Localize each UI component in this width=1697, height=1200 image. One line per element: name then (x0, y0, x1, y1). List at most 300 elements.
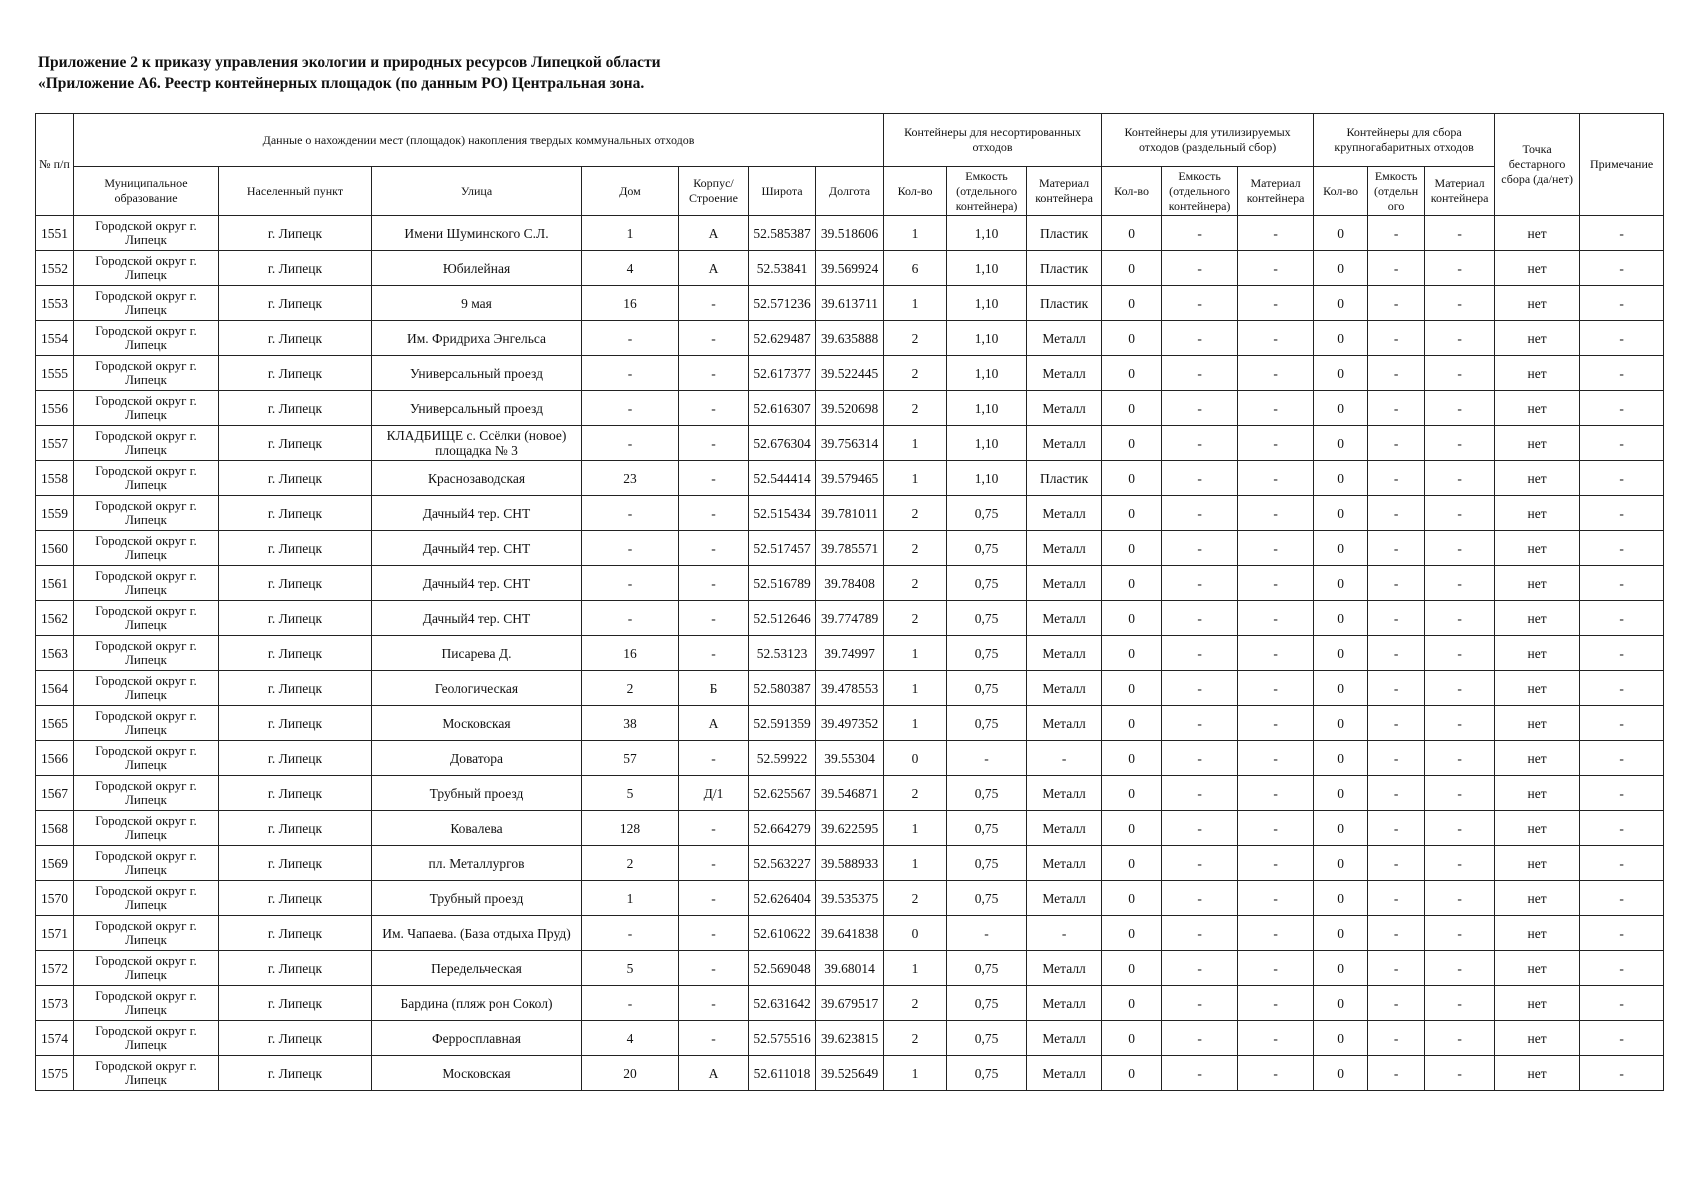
cell-recyclable-material: - (1238, 741, 1314, 776)
cell-house: 4 (582, 251, 679, 286)
cell-unsorted-count: 0 (884, 916, 947, 951)
cell-unsorted-count: 1 (884, 286, 947, 321)
cell-lon: 39.588933 (816, 846, 884, 881)
cell-unsorted-capacity: 0,75 (947, 496, 1027, 531)
cell-municipality: Городской округ г. Липецк (74, 356, 219, 391)
table-row (36, 811, 1664, 846)
cell-unsorted-count: 2 (884, 566, 947, 601)
cell-bagless: нет (1495, 811, 1580, 846)
cell-num: 1574 (36, 1021, 74, 1056)
table-row (36, 531, 1664, 566)
cell-recyclable-capacity: - (1162, 566, 1238, 601)
cell-settlement: г. Липецк (219, 776, 372, 811)
cell-lon: 39.497352 (816, 706, 884, 741)
cell-lon: 39.478553 (816, 671, 884, 706)
cell-unsorted-capacity: 0,75 (947, 531, 1027, 566)
header-settlement: Населенный пункт (219, 167, 372, 216)
cell-recyclable-capacity: - (1162, 531, 1238, 566)
cell-recyclable-material: - (1238, 811, 1314, 846)
cell-bulky-count: 0 (1314, 951, 1368, 986)
header-municipality: Муниципальное образование (74, 167, 219, 216)
cell-house: 2 (582, 671, 679, 706)
cell-note: - (1580, 916, 1664, 951)
cell-bulky-capacity: - (1368, 1021, 1425, 1056)
cell-lat: 52.676304 (749, 426, 816, 461)
cell-bulky-material: - (1425, 426, 1495, 461)
cell-recyclable-material: - (1238, 461, 1314, 496)
cell-bagless: нет (1495, 881, 1580, 916)
cell-note: - (1580, 356, 1664, 391)
cell-settlement: г. Липецк (219, 286, 372, 321)
cell-building: - (679, 461, 749, 496)
table-header (36, 114, 1664, 216)
cell-num: 1566 (36, 741, 74, 776)
cell-lon: 39.55304 (816, 741, 884, 776)
cell-lon: 39.641838 (816, 916, 884, 951)
cell-street: Дачный4 тер. СНТ (372, 566, 582, 601)
cell-house: 16 (582, 636, 679, 671)
cell-note: - (1580, 321, 1664, 356)
table-row (36, 426, 1664, 461)
cell-recyclable-count: 0 (1102, 776, 1162, 811)
cell-unsorted-material: Металл (1027, 636, 1102, 671)
cell-street: Краснозаводская (372, 461, 582, 496)
cell-unsorted-count: 2 (884, 776, 947, 811)
cell-lat: 52.59922 (749, 741, 816, 776)
cell-recyclable-capacity: - (1162, 811, 1238, 846)
cell-lat: 52.585387 (749, 216, 816, 251)
table-row (36, 286, 1664, 321)
cell-municipality: Городской округ г. Липецк (74, 986, 219, 1021)
heading-line-2: «Приложение А6. Реестр контейнерных площадок (по данным РО) Центральная зона. (38, 75, 645, 92)
cell-house: 23 (582, 461, 679, 496)
cell-street: Передельческая (372, 951, 582, 986)
cell-house: 57 (582, 741, 679, 776)
cell-bulky-capacity: - (1368, 706, 1425, 741)
cell-recyclable-capacity: - (1162, 321, 1238, 356)
cell-recyclable-capacity: - (1162, 601, 1238, 636)
header-location-group: Данные о нахождении мест (площадок) накопления твердых коммунальных отходов (74, 114, 884, 167)
cell-bulky-material: - (1425, 986, 1495, 1021)
table-row (36, 671, 1664, 706)
table-row (36, 776, 1664, 811)
header-recyclable-group: Контейнеры для утилизируемых отходов (раздельный сбор) (1102, 114, 1314, 167)
cell-unsorted-material: Металл (1027, 496, 1102, 531)
cell-bulky-capacity: - (1368, 321, 1425, 356)
table-row (36, 321, 1664, 356)
cell-building: Д/1 (679, 776, 749, 811)
cell-settlement: г. Липецк (219, 951, 372, 986)
cell-bulky-count: 0 (1314, 1021, 1368, 1056)
header-street: Улица (372, 167, 582, 216)
header-unsorted-count: Кол-во (884, 167, 947, 216)
cell-bulky-capacity: - (1368, 251, 1425, 286)
cell-num: 1565 (36, 706, 74, 741)
cell-bagless: нет (1495, 356, 1580, 391)
cell-settlement: г. Липецк (219, 496, 372, 531)
table-row (36, 601, 1664, 636)
cell-lon: 39.613711 (816, 286, 884, 321)
cell-recyclable-count: 0 (1102, 566, 1162, 601)
table-row (36, 391, 1664, 426)
table-row (36, 356, 1664, 391)
cell-lat: 52.611018 (749, 1056, 816, 1091)
cell-lat: 52.575516 (749, 1021, 816, 1056)
cell-bagless: нет (1495, 461, 1580, 496)
cell-municipality: Городской округ г. Липецк (74, 566, 219, 601)
cell-bulky-capacity: - (1368, 776, 1425, 811)
cell-unsorted-capacity: - (947, 741, 1027, 776)
cell-unsorted-count: 2 (884, 601, 947, 636)
cell-settlement: г. Липецк (219, 601, 372, 636)
cell-bulky-count: 0 (1314, 531, 1368, 566)
cell-num: 1560 (36, 531, 74, 566)
cell-unsorted-count: 1 (884, 1056, 947, 1091)
cell-note: - (1580, 811, 1664, 846)
cell-bagless: нет (1495, 636, 1580, 671)
cell-num: 1552 (36, 251, 74, 286)
cell-house: - (582, 496, 679, 531)
cell-municipality: Городской округ г. Липецк (74, 881, 219, 916)
cell-bulky-material: - (1425, 811, 1495, 846)
cell-bagless: нет (1495, 706, 1580, 741)
cell-unsorted-material: - (1027, 916, 1102, 951)
cell-bulky-count: 0 (1314, 986, 1368, 1021)
cell-street: Дачный4 тер. СНТ (372, 601, 582, 636)
cell-bagless: нет (1495, 951, 1580, 986)
cell-lon: 39.622595 (816, 811, 884, 846)
cell-note: - (1580, 566, 1664, 601)
cell-recyclable-count: 0 (1102, 706, 1162, 741)
cell-municipality: Городской округ г. Липецк (74, 531, 219, 566)
header-num: № п/п (36, 114, 74, 216)
cell-bulky-count: 0 (1314, 251, 1368, 286)
cell-num: 1557 (36, 426, 74, 461)
cell-settlement: г. Липецк (219, 356, 372, 391)
cell-num: 1554 (36, 321, 74, 356)
cell-unsorted-capacity: 1,10 (947, 356, 1027, 391)
cell-lon: 39.525649 (816, 1056, 884, 1091)
cell-recyclable-capacity: - (1162, 916, 1238, 951)
cell-num: 1571 (36, 916, 74, 951)
cell-recyclable-count: 0 (1102, 811, 1162, 846)
cell-settlement: г. Липецк (219, 916, 372, 951)
cell-lat: 52.544414 (749, 461, 816, 496)
cell-settlement: г. Липецк (219, 251, 372, 286)
cell-municipality: Городской округ г. Липецк (74, 426, 219, 461)
cell-house: - (582, 916, 679, 951)
cell-settlement: г. Липецк (219, 671, 372, 706)
cell-building: - (679, 846, 749, 881)
cell-bagless: нет (1495, 916, 1580, 951)
cell-unsorted-count: 1 (884, 951, 947, 986)
cell-note: - (1580, 426, 1664, 461)
cell-recyclable-count: 0 (1102, 846, 1162, 881)
cell-unsorted-capacity: 1,10 (947, 286, 1027, 321)
cell-street: Ковалева (372, 811, 582, 846)
cell-bagless: нет (1495, 531, 1580, 566)
cell-bulky-material: - (1425, 636, 1495, 671)
cell-recyclable-material: - (1238, 356, 1314, 391)
cell-municipality: Городской округ г. Липецк (74, 391, 219, 426)
cell-building: - (679, 496, 749, 531)
cell-recyclable-capacity: - (1162, 356, 1238, 391)
cell-house: 20 (582, 1056, 679, 1091)
cell-num: 1551 (36, 216, 74, 251)
cell-recyclable-count: 0 (1102, 426, 1162, 461)
cell-bulky-capacity: - (1368, 286, 1425, 321)
cell-lon: 39.522445 (816, 356, 884, 391)
cell-recyclable-capacity: - (1162, 671, 1238, 706)
cell-settlement: г. Липецк (219, 636, 372, 671)
cell-unsorted-material: Металл (1027, 601, 1102, 636)
cell-recyclable-material: - (1238, 391, 1314, 426)
cell-num: 1572 (36, 951, 74, 986)
cell-recyclable-count: 0 (1102, 321, 1162, 356)
cell-unsorted-material: Металл (1027, 881, 1102, 916)
cell-settlement: г. Липецк (219, 846, 372, 881)
cell-unsorted-capacity: 1,10 (947, 426, 1027, 461)
cell-bagless: нет (1495, 496, 1580, 531)
table-row (36, 846, 1664, 881)
cell-lat: 52.664279 (749, 811, 816, 846)
table-row (36, 706, 1664, 741)
cell-bulky-material: - (1425, 1021, 1495, 1056)
cell-bagless: нет (1495, 391, 1580, 426)
cell-street: Дачный4 тер. СНТ (372, 531, 582, 566)
cell-bagless: нет (1495, 426, 1580, 461)
cell-recyclable-material: - (1238, 531, 1314, 566)
cell-lon: 39.518606 (816, 216, 884, 251)
cell-bagless: нет (1495, 251, 1580, 286)
cell-municipality: Городской округ г. Липецк (74, 741, 219, 776)
cell-recyclable-count: 0 (1102, 741, 1162, 776)
cell-note: - (1580, 531, 1664, 566)
cell-recyclable-count: 0 (1102, 951, 1162, 986)
cell-bagless: нет (1495, 286, 1580, 321)
header-note: Примечание (1580, 114, 1664, 216)
cell-building: - (679, 356, 749, 391)
table-body (36, 216, 1664, 1091)
cell-recyclable-count: 0 (1102, 251, 1162, 286)
cell-recyclable-capacity: - (1162, 706, 1238, 741)
cell-house: 5 (582, 951, 679, 986)
cell-unsorted-material: Пластик (1027, 286, 1102, 321)
cell-bulky-count: 0 (1314, 286, 1368, 321)
cell-bagless: нет (1495, 741, 1580, 776)
cell-unsorted-material: Металл (1027, 321, 1102, 356)
cell-lat: 52.580387 (749, 671, 816, 706)
cell-street: Имени Шуминского С.Л. (372, 216, 582, 251)
cell-municipality: Городской округ г. Липецк (74, 251, 219, 286)
cell-lat: 52.571236 (749, 286, 816, 321)
cell-bagless: нет (1495, 776, 1580, 811)
cell-recyclable-count: 0 (1102, 216, 1162, 251)
cell-bulky-count: 0 (1314, 881, 1368, 916)
header-recyclable-count: Кол-во (1102, 167, 1162, 216)
cell-bulky-count: 0 (1314, 461, 1368, 496)
cell-bulky-capacity: - (1368, 496, 1425, 531)
cell-unsorted-material: Металл (1027, 1021, 1102, 1056)
cell-municipality: Городской округ г. Липецк (74, 1021, 219, 1056)
cell-lat: 52.563227 (749, 846, 816, 881)
cell-note: - (1580, 216, 1664, 251)
cell-recyclable-count: 0 (1102, 356, 1162, 391)
cell-unsorted-material: Металл (1027, 671, 1102, 706)
cell-building: - (679, 741, 749, 776)
cell-recyclable-capacity: - (1162, 1021, 1238, 1056)
cell-municipality: Городской округ г. Липецк (74, 1056, 219, 1091)
cell-bulky-count: 0 (1314, 1056, 1368, 1091)
cell-building: - (679, 951, 749, 986)
cell-note: - (1580, 776, 1664, 811)
cell-lat: 52.631642 (749, 986, 816, 1021)
table-row (36, 1021, 1664, 1056)
cell-house: - (582, 601, 679, 636)
cell-bulky-capacity: - (1368, 916, 1425, 951)
cell-recyclable-material: - (1238, 1021, 1314, 1056)
cell-bulky-material: - (1425, 916, 1495, 951)
cell-lon: 39.756314 (816, 426, 884, 461)
cell-recyclable-material: - (1238, 986, 1314, 1021)
table-row (36, 461, 1664, 496)
cell-num: 1569 (36, 846, 74, 881)
cell-note: - (1580, 1021, 1664, 1056)
cell-recyclable-capacity: - (1162, 776, 1238, 811)
cell-unsorted-material: Металл (1027, 531, 1102, 566)
cell-unsorted-material: Металл (1027, 356, 1102, 391)
cell-settlement: г. Липецк (219, 1056, 372, 1091)
cell-bagless: нет (1495, 216, 1580, 251)
cell-house: - (582, 356, 679, 391)
header-unsorted-group: Контейнеры для несортированных отходов (884, 114, 1102, 167)
table-row (36, 496, 1664, 531)
cell-recyclable-count: 0 (1102, 671, 1162, 706)
cell-house: - (582, 531, 679, 566)
cell-street: Им. Фридриха Энгельса (372, 321, 582, 356)
cell-lon: 39.785571 (816, 531, 884, 566)
header-lon: Долгота (816, 167, 884, 216)
cell-bulky-capacity: - (1368, 216, 1425, 251)
cell-bulky-material: - (1425, 741, 1495, 776)
cell-unsorted-capacity: 1,10 (947, 391, 1027, 426)
cell-building: - (679, 566, 749, 601)
cell-lat: 52.626404 (749, 881, 816, 916)
cell-recyclable-capacity: - (1162, 986, 1238, 1021)
cell-municipality: Городской округ г. Липецк (74, 601, 219, 636)
cell-note: - (1580, 1056, 1664, 1091)
cell-note: - (1580, 741, 1664, 776)
cell-settlement: г. Липецк (219, 706, 372, 741)
cell-building: Б (679, 671, 749, 706)
cell-street: Универсальный проезд (372, 391, 582, 426)
cell-unsorted-material: Пластик (1027, 251, 1102, 286)
cell-unsorted-material: Металл (1027, 391, 1102, 426)
cell-unsorted-count: 1 (884, 671, 947, 706)
cell-recyclable-material: - (1238, 286, 1314, 321)
cell-settlement: г. Липецк (219, 811, 372, 846)
table-row (36, 566, 1664, 601)
cell-num: 1558 (36, 461, 74, 496)
cell-bulky-capacity: - (1368, 741, 1425, 776)
header-unsorted-capacity: Емкость (отдельного контейнера) (947, 167, 1027, 216)
cell-recyclable-material: - (1238, 1056, 1314, 1091)
cell-house: 16 (582, 286, 679, 321)
cell-recyclable-count: 0 (1102, 531, 1162, 566)
header-lat: Широта (749, 167, 816, 216)
cell-municipality: Городской округ г. Липецк (74, 811, 219, 846)
cell-house: 5 (582, 776, 679, 811)
cell-lat: 52.515434 (749, 496, 816, 531)
cell-unsorted-count: 1 (884, 811, 947, 846)
cell-building: А (679, 216, 749, 251)
cell-lon: 39.679517 (816, 986, 884, 1021)
cell-unsorted-capacity: 1,10 (947, 461, 1027, 496)
cell-unsorted-capacity: 0,75 (947, 601, 1027, 636)
cell-unsorted-count: 1 (884, 636, 947, 671)
cell-settlement: г. Липецк (219, 216, 372, 251)
cell-unsorted-capacity: 0,75 (947, 671, 1027, 706)
cell-bulky-material: - (1425, 566, 1495, 601)
cell-recyclable-material: - (1238, 251, 1314, 286)
registry-table (35, 113, 1664, 1091)
cell-lat: 52.616307 (749, 391, 816, 426)
cell-recyclable-material: - (1238, 951, 1314, 986)
cell-recyclable-count: 0 (1102, 286, 1162, 321)
cell-bulky-count: 0 (1314, 671, 1368, 706)
cell-unsorted-count: 1 (884, 216, 947, 251)
cell-bulky-capacity: - (1368, 426, 1425, 461)
cell-note: - (1580, 986, 1664, 1021)
cell-settlement: г. Липецк (219, 461, 372, 496)
cell-num: 1575 (36, 1056, 74, 1091)
cell-unsorted-material: Пластик (1027, 216, 1102, 251)
cell-municipality: Городской округ г. Липецк (74, 671, 219, 706)
cell-street: Московская (372, 1056, 582, 1091)
cell-house: - (582, 321, 679, 356)
cell-unsorted-count: 2 (884, 321, 947, 356)
cell-bulky-count: 0 (1314, 776, 1368, 811)
cell-house: 128 (582, 811, 679, 846)
cell-building: - (679, 811, 749, 846)
cell-bulky-count: 0 (1314, 356, 1368, 391)
cell-lon: 39.569924 (816, 251, 884, 286)
cell-recyclable-count: 0 (1102, 391, 1162, 426)
cell-recyclable-count: 0 (1102, 1021, 1162, 1056)
cell-recyclable-count: 0 (1102, 916, 1162, 951)
cell-unsorted-capacity: 0,75 (947, 706, 1027, 741)
cell-note: - (1580, 846, 1664, 881)
cell-street: Ферросплавная (372, 1021, 582, 1056)
cell-recyclable-capacity: - (1162, 426, 1238, 461)
cell-bulky-count: 0 (1314, 321, 1368, 356)
cell-recyclable-count: 0 (1102, 496, 1162, 531)
cell-lon: 39.623815 (816, 1021, 884, 1056)
cell-recyclable-material: - (1238, 881, 1314, 916)
cell-lat: 52.53841 (749, 251, 816, 286)
cell-lat: 52.512646 (749, 601, 816, 636)
cell-lat: 52.569048 (749, 951, 816, 986)
cell-building: - (679, 1021, 749, 1056)
cell-bulky-capacity: - (1368, 601, 1425, 636)
cell-note: - (1580, 706, 1664, 741)
cell-unsorted-material: Металл (1027, 951, 1102, 986)
header-bulky-count: Кол-во (1314, 167, 1368, 216)
cell-unsorted-count: 2 (884, 391, 947, 426)
cell-bulky-count: 0 (1314, 426, 1368, 461)
cell-lon: 39.68014 (816, 951, 884, 986)
cell-bulky-material: - (1425, 776, 1495, 811)
